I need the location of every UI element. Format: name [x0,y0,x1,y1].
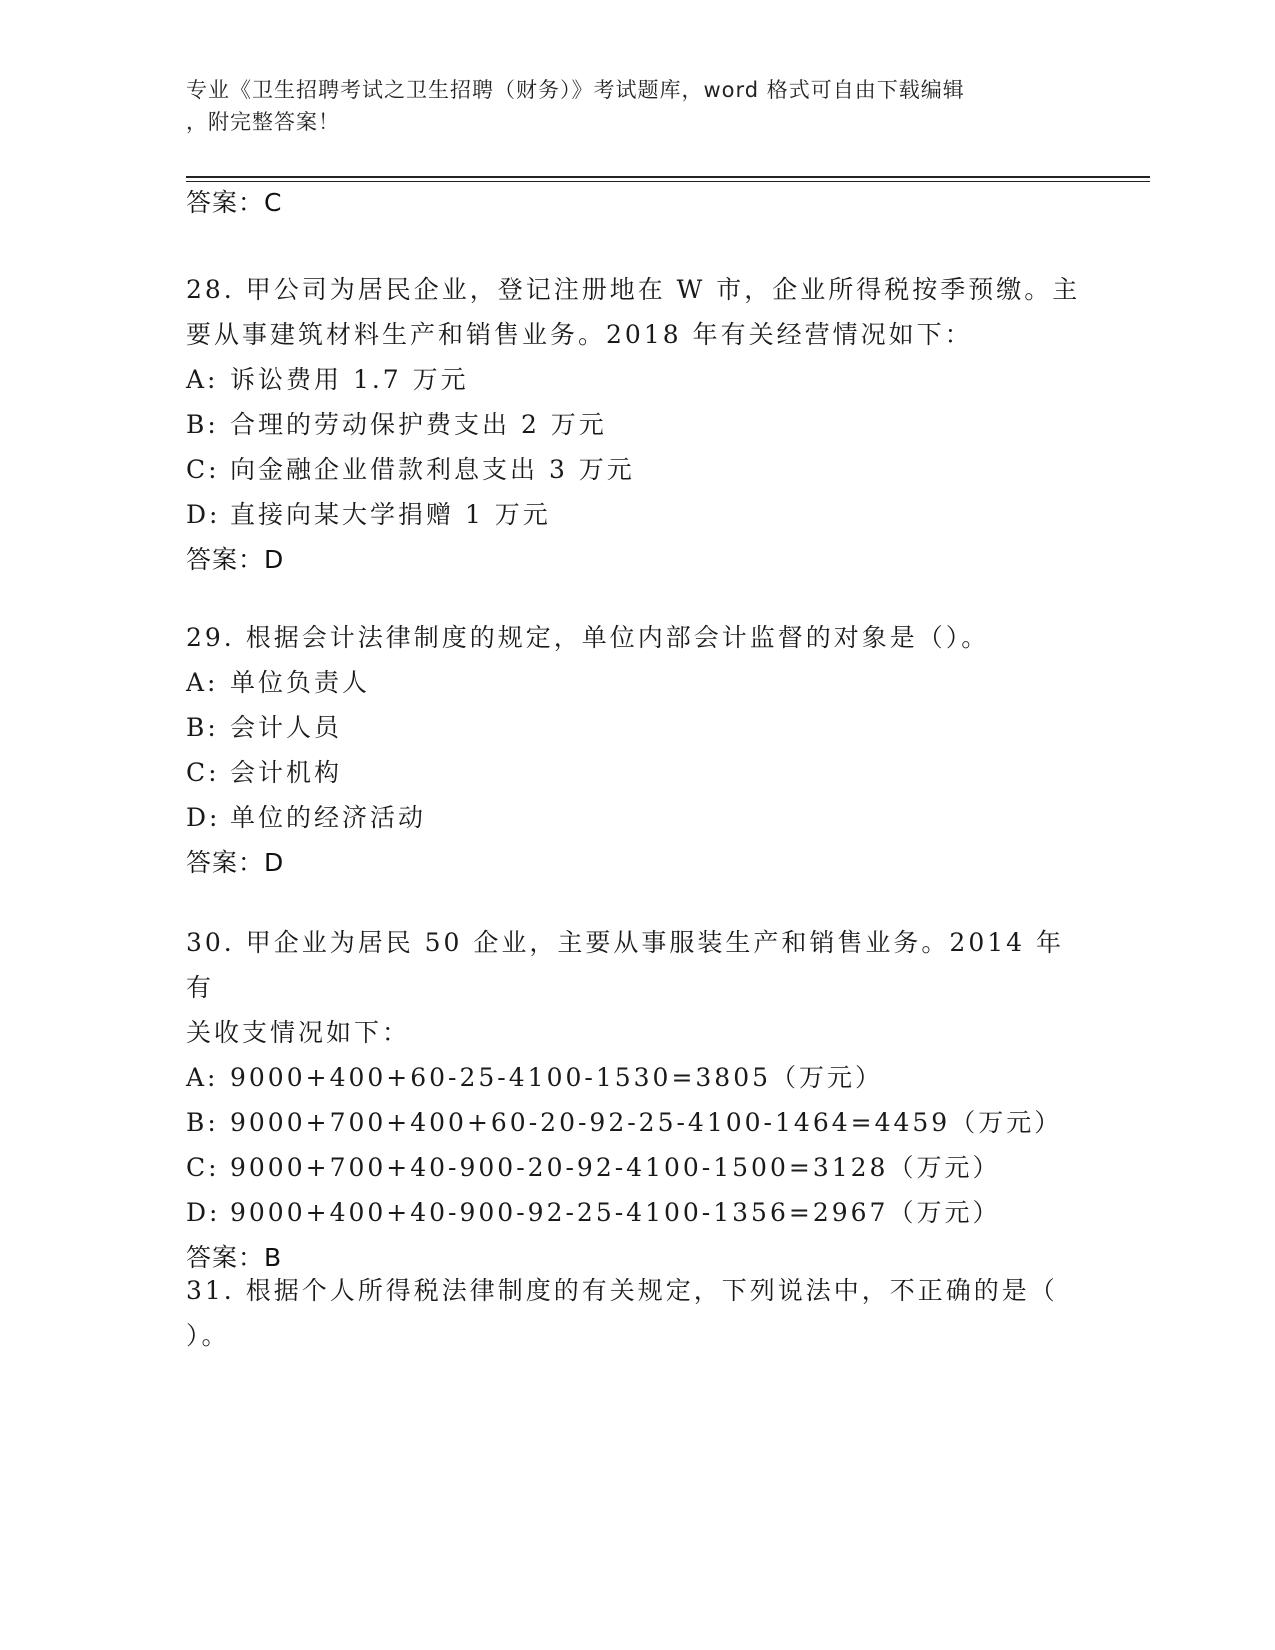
question-29 [186,615,1086,885]
option-d [186,492,1086,537]
question-stem-line-1: 28. 甲公司为居民企业，登记注册地在 W 市，企业所得税按季预缴。主 [186,275,1081,304]
option-letter: C: [186,455,220,484]
answer-line: 答案：D [186,545,285,574]
document-header [186,74,1056,138]
option-text: 9000+700+40-900-20-92-4100-1500=3128（万元） [230,1153,1001,1182]
question-28 [186,267,1086,582]
option-c [186,750,1086,795]
option-letter: D: [186,500,221,529]
question-stem-line-2: 要从事建筑材料生产和销售业务。2018 年有关经营情况如下： [186,320,973,349]
question-stem-line-1: 30. 甲企业为居民 50 企业，主要从事服装生产和销售业务。2014 年有 [186,928,1064,1002]
question-stem-line-2: 关收支情况如下： [186,1018,411,1047]
header-divider-thick [186,176,1150,178]
option-letter: C: [186,1153,220,1182]
option-b [186,705,1086,750]
option-c [186,447,1086,492]
header-line-1: 专业《卫生招聘考试之卫生招聘（财务）》考试题库，word 格式可自由下载编辑 [186,78,965,102]
option-letter: D: [186,803,221,832]
option-text: 单位的经济活动 [230,803,427,832]
answer-line: 答案：B [186,1243,283,1272]
option-d [186,795,1086,840]
option-letter: A: [186,365,219,394]
header-line-2: ，附完整答案！ [186,110,340,134]
option-text: 9000+400+60-25-4100-1530=3805（万元） [230,1063,884,1092]
option-b [186,1100,1086,1145]
option-text: 会计人员 [230,713,343,742]
option-d [186,1190,1086,1235]
option-text: 合理的劳动保护费支出 2 万元 [230,410,607,439]
option-text: 9000+700+400+60-20-92-25-4100-1464=4459（万元） [230,1108,1063,1137]
option-letter: C: [186,758,220,787]
option-letter: A: [186,1063,219,1092]
question-31 [186,1268,1086,1358]
option-text: 单位负责人 [230,668,371,697]
question-stem-line-2: ）。 [186,1321,230,1350]
option-letter: B: [186,410,219,439]
option-letter: D: [186,1198,221,1227]
option-letter: B: [186,713,219,742]
option-c [186,1145,1086,1190]
option-text: 直接向某大学捐赠 1 万元 [230,500,551,529]
option-a [186,357,1086,402]
option-text: 会计机构 [230,758,343,787]
option-a [186,660,1086,705]
option-letter: B: [186,1108,219,1137]
question-stem-line-1: 29. 根据会计法律制度的规定，单位内部会计监督的对象是（）。 [186,623,990,652]
question-stem-line-1: 31. 根据个人所得税法律制度的有关规定，下列说法中，不正确的是（ [186,1276,1058,1305]
previous-answer: 答案：C [186,188,283,217]
option-text: 诉讼费用 1.7 万元 [230,365,469,394]
option-text: 9000+400+40-900-92-25-4100-1356=2967（万元） [230,1198,1001,1227]
option-letter: A: [186,668,219,697]
question-30 [186,920,1086,1280]
option-text: 向金融企业借款利息支出 3 万元 [230,455,635,484]
answer-line: 答案：D [186,848,285,877]
option-b [186,402,1086,447]
option-a [186,1055,1086,1100]
